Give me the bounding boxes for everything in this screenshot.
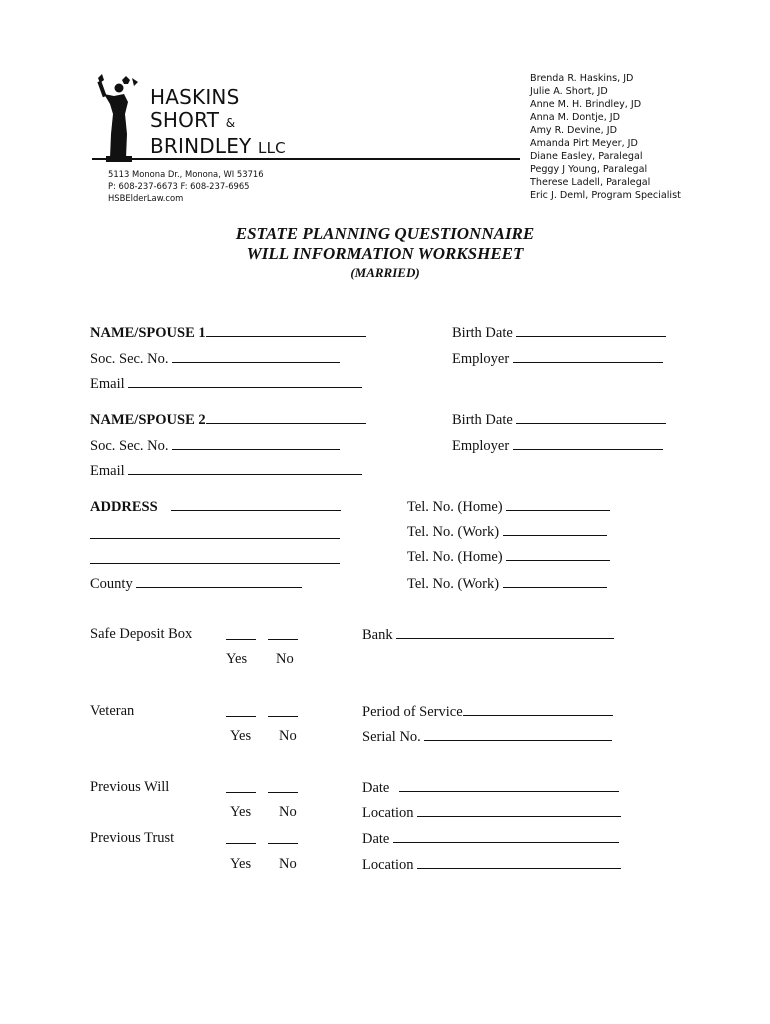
- previous-will-yes-label: Yes: [230, 804, 252, 820]
- previous-will-date-field[interactable]: [399, 779, 619, 792]
- staff-member: Brenda R. Haskins, JD: [530, 73, 634, 84]
- previous-trust-yes-blank[interactable]: [226, 843, 256, 844]
- spouse1-email-field[interactable]: [128, 375, 362, 388]
- safe-deposit-no-label: No: [276, 651, 294, 667]
- spouse2-employer-field[interactable]: [513, 437, 663, 450]
- previous-trust-date-label: Date: [362, 831, 390, 847]
- staff-list: [530, 72, 681, 202]
- previous-trust-no-blank[interactable]: [268, 843, 298, 844]
- address-line3-field[interactable]: [90, 563, 340, 564]
- tel-work-2-label: Tel. No. (Work): [407, 576, 500, 592]
- bank-label: Bank: [362, 627, 393, 643]
- staff-member: Anna M. Dontje, JD: [530, 112, 621, 123]
- veteran-yes-blank[interactable]: [226, 716, 256, 717]
- county-field[interactable]: [136, 575, 302, 588]
- spouse2-name-field[interactable]: [206, 411, 366, 424]
- spouse1-birth-field[interactable]: [516, 324, 666, 337]
- previous-trust-no-label: No: [279, 856, 297, 872]
- spouse2-birth-label: Birth Date: [452, 412, 513, 428]
- safe-deposit-yes-blank[interactable]: [226, 639, 256, 640]
- previous-will-location-field[interactable]: [417, 804, 621, 817]
- form-subtitle: WILL INFORMATION WORKSHEET: [246, 244, 524, 263]
- previous-trust-yes-label: Yes: [230, 856, 252, 872]
- staff-member: Eric J. Deml, Program Specialist: [530, 190, 681, 201]
- staff-member: Amy R. Devine, JD: [530, 125, 617, 136]
- firm-website: HSBElderLaw.com: [108, 193, 184, 203]
- tel-home-2-label: Tel. No. (Home): [407, 549, 503, 565]
- firm-name-line3: BRINDLEY LLC: [150, 134, 286, 158]
- safe-deposit-label: Safe Deposit Box: [90, 626, 193, 642]
- tel-home-1-label: Tel. No. (Home): [407, 499, 503, 515]
- spouse1-ssn-field[interactable]: [172, 350, 340, 363]
- firm-logo-statue: [92, 74, 142, 162]
- spouse2-email-field[interactable]: [128, 462, 362, 475]
- staff-member: Amanda Pirt Meyer, JD: [530, 138, 638, 149]
- spouse2-ssn-field[interactable]: [172, 437, 340, 450]
- previous-will-date-label: Date: [362, 780, 390, 796]
- previous-trust-location-label: Location: [362, 857, 414, 873]
- bank-field[interactable]: [396, 626, 614, 639]
- serial-no-field[interactable]: [424, 728, 612, 741]
- firm-name-line1: HASKINS: [150, 85, 240, 109]
- staff-member: Peggy J Young, Paralegal: [530, 164, 648, 175]
- form-marital-status: (MARRIED): [350, 265, 420, 280]
- tel-work-1-label: Tel. No. (Work): [407, 524, 500, 540]
- serial-no-label: Serial No.: [362, 729, 421, 745]
- previous-will-label: Previous Will: [90, 779, 170, 795]
- spouse1-name-field[interactable]: [206, 324, 366, 337]
- tel-work-2-field[interactable]: [503, 575, 607, 588]
- previous-will-no-blank[interactable]: [268, 792, 298, 793]
- form-title: ESTATE PLANNING QUESTIONNAIRE: [235, 224, 535, 243]
- previous-trust-label: Previous Trust: [90, 830, 175, 846]
- previous-will-location-label: Location: [362, 805, 414, 821]
- spouse1-name-label: NAME/SPOUSE 1: [90, 325, 206, 341]
- tel-home-2-field[interactable]: [506, 548, 610, 561]
- firm-name-line2: SHORT &: [150, 108, 236, 132]
- tel-home-1-field[interactable]: [506, 498, 610, 511]
- staff-member: Julie A. Short, JD: [530, 86, 608, 97]
- safe-deposit-yes-label: Yes: [226, 651, 248, 667]
- previous-trust-date-field[interactable]: [393, 830, 619, 843]
- veteran-no-blank[interactable]: [268, 716, 298, 717]
- spouse1-employer-field[interactable]: [513, 350, 663, 363]
- veteran-no-label: No: [279, 728, 297, 744]
- county-label: County: [90, 576, 133, 592]
- period-of-service-field[interactable]: [463, 703, 613, 716]
- tel-work-1-field[interactable]: [503, 523, 607, 536]
- spouse1-ssn-label: Soc. Sec. No.: [90, 351, 169, 367]
- spouse2-email-label: Email: [90, 463, 125, 479]
- staff-member: Therese Ladell, Paralegal: [530, 177, 651, 188]
- staff-member: Diane Easley, Paralegal: [530, 151, 643, 162]
- period-of-service-label: Period of Service: [362, 704, 463, 720]
- address-label: ADDRESS: [90, 499, 158, 515]
- spouse1-email-label: Email: [90, 376, 125, 392]
- veteran-yes-label: Yes: [230, 728, 252, 744]
- spouse2-ssn-label: Soc. Sec. No.: [90, 438, 169, 454]
- staff-member: Anne M. H. Brindley, JD: [530, 99, 642, 110]
- firm-address: 5113 Monona Dr., Monona, WI 53716: [108, 169, 264, 179]
- spouse2-name-label: NAME/SPOUSE 2: [90, 412, 206, 428]
- veteran-label: Veteran: [90, 703, 135, 719]
- spouse1-employer-label: Employer: [452, 351, 510, 367]
- address-line2-field[interactable]: [90, 538, 340, 539]
- spouse2-employer-label: Employer: [452, 438, 510, 454]
- safe-deposit-no-blank[interactable]: [268, 639, 298, 640]
- spouse2-birth-field[interactable]: [516, 411, 666, 424]
- letterhead-divider: [92, 158, 520, 160]
- firm-phones: P: 608-237-6673 F: 608-237-6965: [108, 181, 250, 191]
- previous-trust-location-field[interactable]: [417, 856, 621, 869]
- address-line1-field[interactable]: [171, 498, 341, 511]
- previous-will-no-label: No: [279, 804, 297, 820]
- spouse1-birth-label: Birth Date: [452, 325, 513, 341]
- previous-will-yes-blank[interactable]: [226, 792, 256, 793]
